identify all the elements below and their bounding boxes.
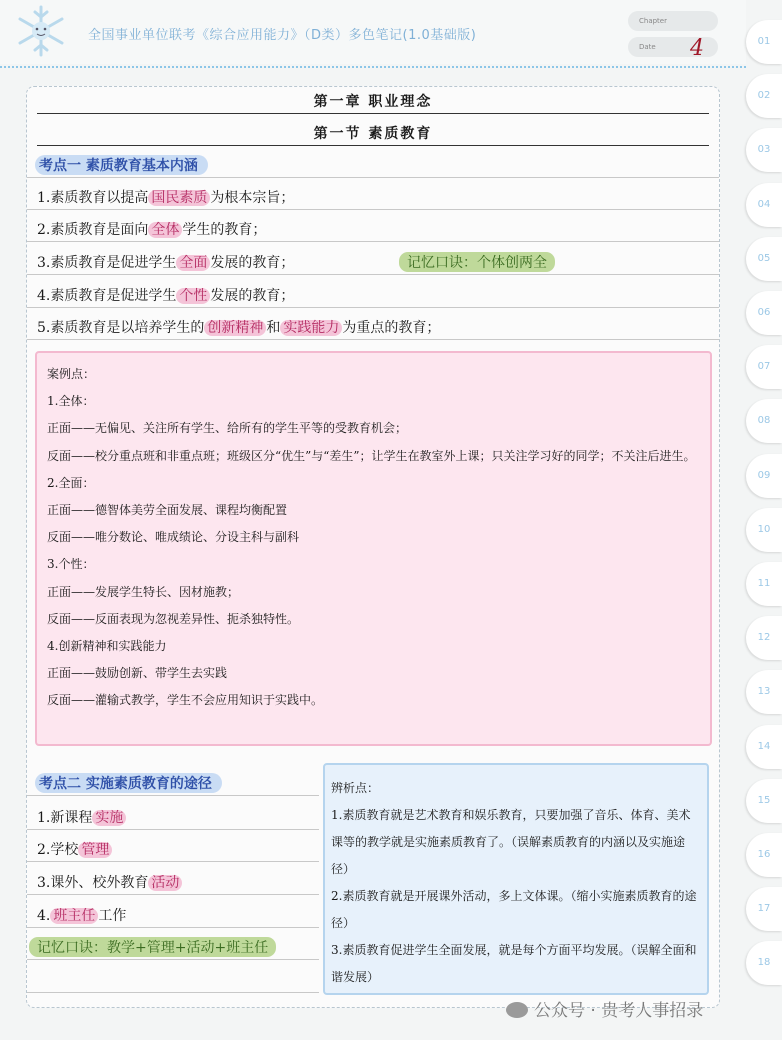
analysis-line: 辨析点： (331, 781, 380, 795)
tab-16[interactable]: 16 (746, 833, 782, 877)
kp2-line-4: 4. 班主任 工作 (37, 908, 127, 924)
case-box (35, 351, 712, 746)
tab-01[interactable]: 01 (746, 20, 782, 64)
case-line: 反面——校分重点班和非重点班；班级区分“优生”与“差生”；让学生在教室外上课；只关注学习好的同学；不关注后进生。 (47, 448, 696, 463)
rule-line (27, 927, 319, 928)
case-line: 正面——无偏见、关注所有学生、给所有的学生平等的受教育机会； (47, 421, 408, 436)
rule-line (27, 274, 719, 275)
rule-line (27, 307, 719, 308)
rule-line (27, 209, 719, 210)
case-line: 3.个性： (47, 557, 95, 572)
analysis-line: 2.素质教育就是开展课外活动，多上文体课。（缩小实施素质教育的途径） (331, 889, 697, 930)
case-line: 1.全体： (47, 394, 95, 409)
tab-06[interactable]: 06 (746, 291, 782, 335)
tab-17[interactable]: 17 (746, 887, 782, 931)
rule-line (27, 177, 719, 178)
case-line: 正面——鼓励创新、带学生去实践 (47, 666, 228, 681)
kp1-line-1: 1.素质教育以提高 国民素质 为根本宗旨； (37, 190, 295, 206)
tab-04[interactable]: 04 (746, 183, 782, 227)
case-line: 反面——灌输式教学，学生不会应用知识于实践中。 (47, 693, 324, 708)
analysis-line: 3.素质教育促进学生全面发展，就是每个方面平均发展。（误解全面和谐发展） (331, 943, 697, 984)
page-header (0, 0, 746, 64)
rule-line (27, 992, 319, 993)
case-line: 正面——德智体美劳全面发展、课程均衡配置 (47, 503, 288, 518)
mnemonic-badge-2: 记忆口诀：教学+管理+活动+班主任 (29, 937, 276, 957)
tab-14[interactable]: 14 (746, 725, 782, 769)
divider (37, 145, 709, 146)
kp1-line-5: 5.素质教育是以培养学生的 创新精神 和 实践能力 为重点的教育； (37, 320, 441, 336)
header-divider (0, 66, 746, 68)
kp1-line-3: 3.素质教育是促进学生 全面 发展的教育； (37, 255, 295, 271)
tab-02[interactable]: 02 (746, 74, 782, 118)
watermark: 公众号 · 贵考人事招录 (506, 996, 703, 1021)
chapter-field: Chapter (628, 11, 718, 31)
tab-03[interactable]: 03 (746, 128, 782, 172)
chapter-heading: 第一章 职业理念 (313, 94, 433, 110)
case-line: 4.创新精神和实践能力 (47, 639, 167, 654)
case-line: 反面——反面表现为忽视差异性、扼杀独特性。 (47, 611, 300, 626)
kp2-line-1: 1.新课程 实施 (37, 807, 126, 827)
divider (37, 113, 709, 114)
rule-line (27, 894, 319, 895)
tab-15[interactable]: 15 (746, 779, 782, 823)
chapter-tabs (746, 20, 782, 1020)
rule-line (27, 829, 319, 830)
rule-line (27, 959, 319, 960)
page-number: 4 (690, 36, 704, 61)
case-line: 2.全面： (47, 475, 95, 490)
case-line: 正面——发展学生特长、因材施教； (47, 584, 240, 599)
analysis-line: 1.素质教育就是艺术教育和娱乐教育，只要加强了音乐、体育、美术课等的教学就是实施素质教育了。（误解素质教育的内涵以及实施途径） (331, 808, 691, 876)
key-point-2-title: 考点二 实施素质教育的途径 (35, 773, 222, 793)
notebook-title: 全国事业单位联考《综合应用能力》（D类）多色笔记(1.0基础版) (88, 28, 477, 43)
tab-18[interactable]: 18 (746, 941, 782, 985)
tab-11[interactable]: 11 (746, 562, 782, 606)
wechat-icon (506, 1002, 528, 1018)
tab-05[interactable]: 05 (746, 237, 782, 281)
tab-09[interactable]: 09 (746, 454, 782, 498)
rule-line (27, 241, 719, 242)
mnemonic-badge-1: 记忆口诀：个体创两全 (399, 252, 555, 272)
kp2-line-2: 2.学校 管理 (37, 839, 112, 859)
tab-07[interactable]: 07 (746, 345, 782, 389)
rule-line (27, 339, 719, 340)
notebook-page (26, 86, 720, 1008)
tab-13[interactable]: 13 (746, 670, 782, 714)
rule-line (27, 861, 319, 862)
date-field: Date (628, 37, 718, 57)
tab-08[interactable]: 08 (746, 399, 782, 443)
kp1-line-4: 4.素质教育是促进学生 个性 发展的教育； (37, 288, 295, 304)
case-line: 案例点： (47, 367, 96, 381)
kp1-line-2: 2.素质教育是面向 全体 学生的教育； (37, 222, 267, 238)
tab-12[interactable]: 12 (746, 616, 782, 660)
section-heading: 第一节 素质教育 (313, 126, 433, 142)
snowflake-icon (14, 4, 68, 58)
kp2-line-3: 3.课外、校外教育 活动 (37, 872, 182, 892)
tab-10[interactable]: 10 (746, 508, 782, 552)
case-line: 反面——唯分数论、唯成绩论、分设主科与副科 (47, 530, 300, 545)
key-point-1-title: 考点一 素质教育基本内涵 (35, 155, 208, 175)
analysis-box (323, 763, 709, 995)
rule-line (27, 795, 319, 796)
